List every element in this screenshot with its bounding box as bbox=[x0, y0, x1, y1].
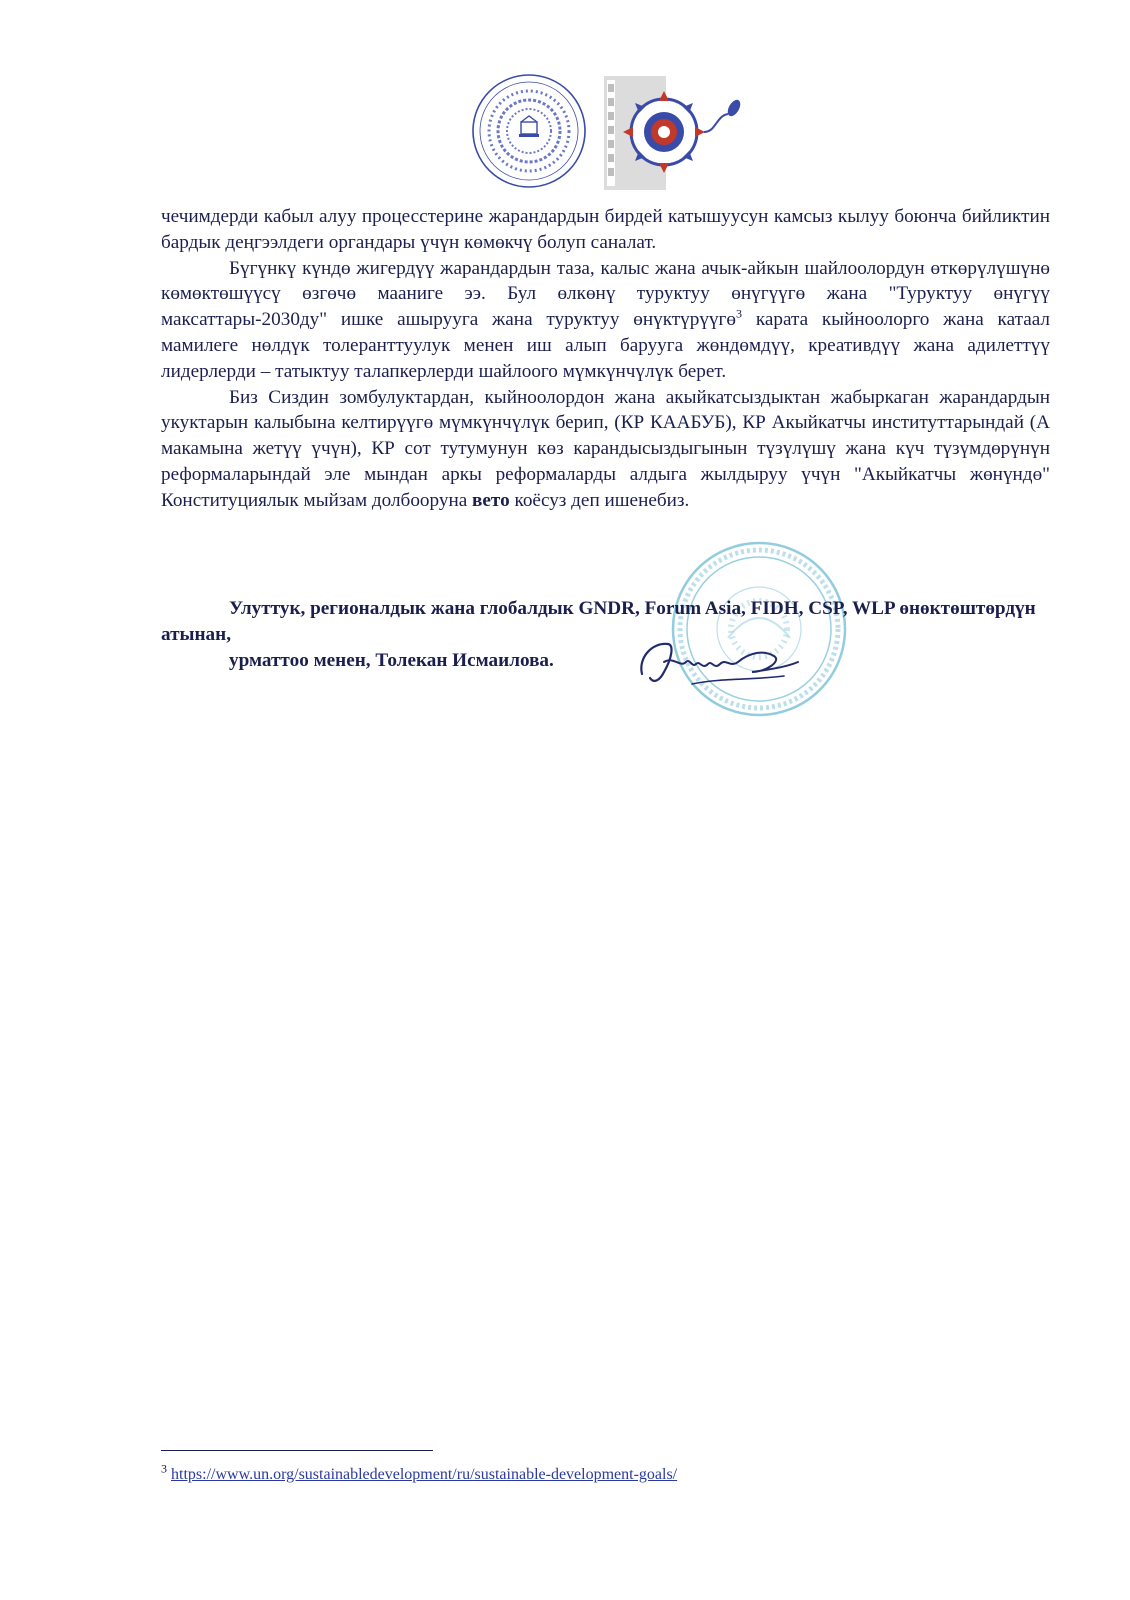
closing-regards: урматтоо менен, Толекан Исмаилова. bbox=[229, 649, 554, 671]
paragraph-3-text: Биз Сиздин зомбулуктардан, кыйноолордон жана акыйкатсыздыктан жабыркаган жарандардын укуктарын калыбына келтирүүгө мүмкүнчүлүк берип, (КР КААБУБ), КР Акыйкатчы институттарындай (А макамына жетүү үчүн), КР сот тутумунун көз карандысыздыгынын түзүлүшү жана күч түзүмдөрүнүн реформаларындай эле мындан аркы реформаларды алдыга жылдыруу үчүн "Акыйкатчы жөнүндө" Конституциялык мыйзам долбооруна bbox=[161, 386, 1050, 511]
paragraph-3 bbox=[161, 385, 1050, 514]
paragraph-2-continuation: карата кыйноолорго жана катаал мамилеге нөлдүк толеранттуулук менен иш алып барууга жөндөмдүү, креативдүү жана адилеттүү лидерлерди – татыктуу талапкерлерди шайлоого мүмкүнчүлүк берет. bbox=[161, 309, 1050, 382]
paragraph-3-continuation: коёсуз деп ишенебиз. bbox=[509, 489, 690, 511]
letter-body bbox=[161, 204, 1050, 514]
organization-seal-logo bbox=[470, 72, 588, 190]
header-logos bbox=[0, 72, 1130, 190]
footnote-reference: 3 bbox=[736, 306, 743, 321]
footnote bbox=[161, 1461, 678, 1486]
paragraph-2 bbox=[161, 256, 1050, 385]
footnote-number: 3 bbox=[161, 1461, 167, 1476]
closing-partners: Улуттук, регионалдык жана глобалдык GNDR, Forum Asia, FIDH, CSP, WLP өнөктөштөрдүн атынан, bbox=[161, 598, 1036, 645]
paragraph-1: чечимдерди кабыл алуу процесстерине жарандардын бирдей катышуусун камсыз кылуу боюнча бийликтин бардык деңгээлдеги органдары үчүн көмөкчү болуп саналат. bbox=[161, 206, 1050, 253]
veto-emphasis: вето bbox=[472, 489, 510, 511]
paragraph-2-text: Бүгүнкү күндө жигердүү жарандардын таза, калыс жана ачык-айкын шайлоолордун өткөрүлүшүнө көмөктөшүүсү өзгөчө мааниге ээ. Бул өлкөнү туруктуу өнүгүүгө жана "Туруктуу өнүгүү максаттары-2030ду" ишке ашырууга жана туруктуу өнүктүрүүгө bbox=[161, 257, 1050, 331]
footnote-link[interactable]: https://www.un.org/sustainabledevelopment/ru/sustainable-development-goals/ bbox=[171, 1466, 678, 1483]
footnote-separator bbox=[161, 1450, 433, 1451]
closing-block bbox=[161, 596, 1050, 673]
festival-logo bbox=[604, 76, 756, 190]
handwritten-signature bbox=[634, 628, 804, 694]
